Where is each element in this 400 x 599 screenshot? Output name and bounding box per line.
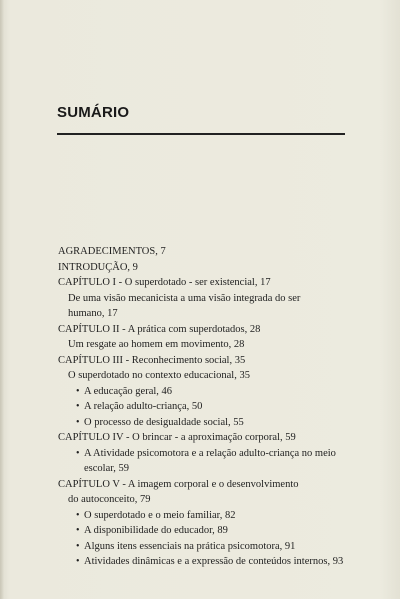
toc-bullet-item [58, 399, 358, 415]
title-rule [57, 133, 345, 135]
toc-entry-chapter-5-line-2: do autoconceito, 79 [68, 494, 151, 505]
toc-subentry-chapter-3: O superdotado no contexto educacional, 35 [68, 370, 250, 381]
bullet-icon: • [76, 385, 80, 397]
toc-bullet-text: Atividades dinâmicas e a expressão de conteúdos internos, 93 [84, 556, 344, 567]
toc-bullet-text: A disponibilidade do educador, 89 [84, 525, 228, 536]
bullet-icon: • [76, 525, 80, 536]
toc-subentry-chapter-2: Um resgate ao homem em movimento, 28 [68, 339, 245, 350]
bullet-icon: • [76, 540, 80, 552]
toc-entry-introducao: INTRODUÇÃO, 9 [58, 261, 138, 273]
toc-bullet-item [58, 446, 358, 462]
toc-entry-chapter-5-line-1: CAPÍTULO V - A imagem corporal e o desenvolvimento [58, 478, 299, 490]
page-title: SUMÁRIO [57, 104, 130, 121]
toc-bullet-item [58, 384, 358, 400]
toc-bullet-text: A educação geral, 46 [84, 385, 173, 397]
toc-entry-chapter-2: CAPÍTULO II - A prática com superdotados, 28 [58, 323, 261, 335]
toc-bullet-continuation: escolar, 59 [84, 463, 130, 474]
toc-entry-agradecimentos: AGRADECIMENTOS, 7 [58, 246, 166, 257]
toc-bullet-text: O processo de desigualdade social, 55 [84, 416, 244, 428]
toc-entry-chapter-1: CAPÍTULO I - O superdotado - ser existencial, 17 [58, 277, 271, 288]
toc-subentry-chapter-1-line-1: De uma visão mecanicista a uma visão integrada do ser [68, 292, 301, 304]
toc-bullet-text: Alguns itens essenciais na prática psicomotora, 91 [84, 540, 296, 552]
toc-bullet-item [58, 415, 358, 431]
toc-subentry-chapter-1-line-2: humano, 17 [68, 308, 118, 319]
page-spine-shadow [0, 0, 4, 599]
bullet-icon: • [76, 401, 80, 412]
toc-entry-chapter-4: CAPÍTULO IV - O brincar - a aproximação corporal, 59 [58, 432, 296, 443]
toc-bullet-item [58, 539, 358, 555]
toc-bullet-item [58, 508, 358, 524]
toc-bullet-text: A Atividade psicomotora e a relação adulto-criança no meio [84, 447, 336, 459]
bullet-icon: • [76, 509, 80, 521]
bullet-icon: • [76, 447, 80, 459]
toc-bullet-item [58, 523, 358, 539]
toc-entry-chapter-3: CAPÍTULO III - Reconhecimento social, 35 [58, 354, 246, 366]
toc-bullet-text: O superdotado e o meio familiar, 82 [84, 509, 236, 521]
bullet-icon: • [76, 556, 80, 567]
toc-bullet-text: A relação adulto-criança, 50 [84, 401, 203, 412]
bullet-icon: • [76, 416, 80, 428]
toc-bullet-item [58, 554, 358, 570]
table-of-contents [58, 244, 358, 570]
